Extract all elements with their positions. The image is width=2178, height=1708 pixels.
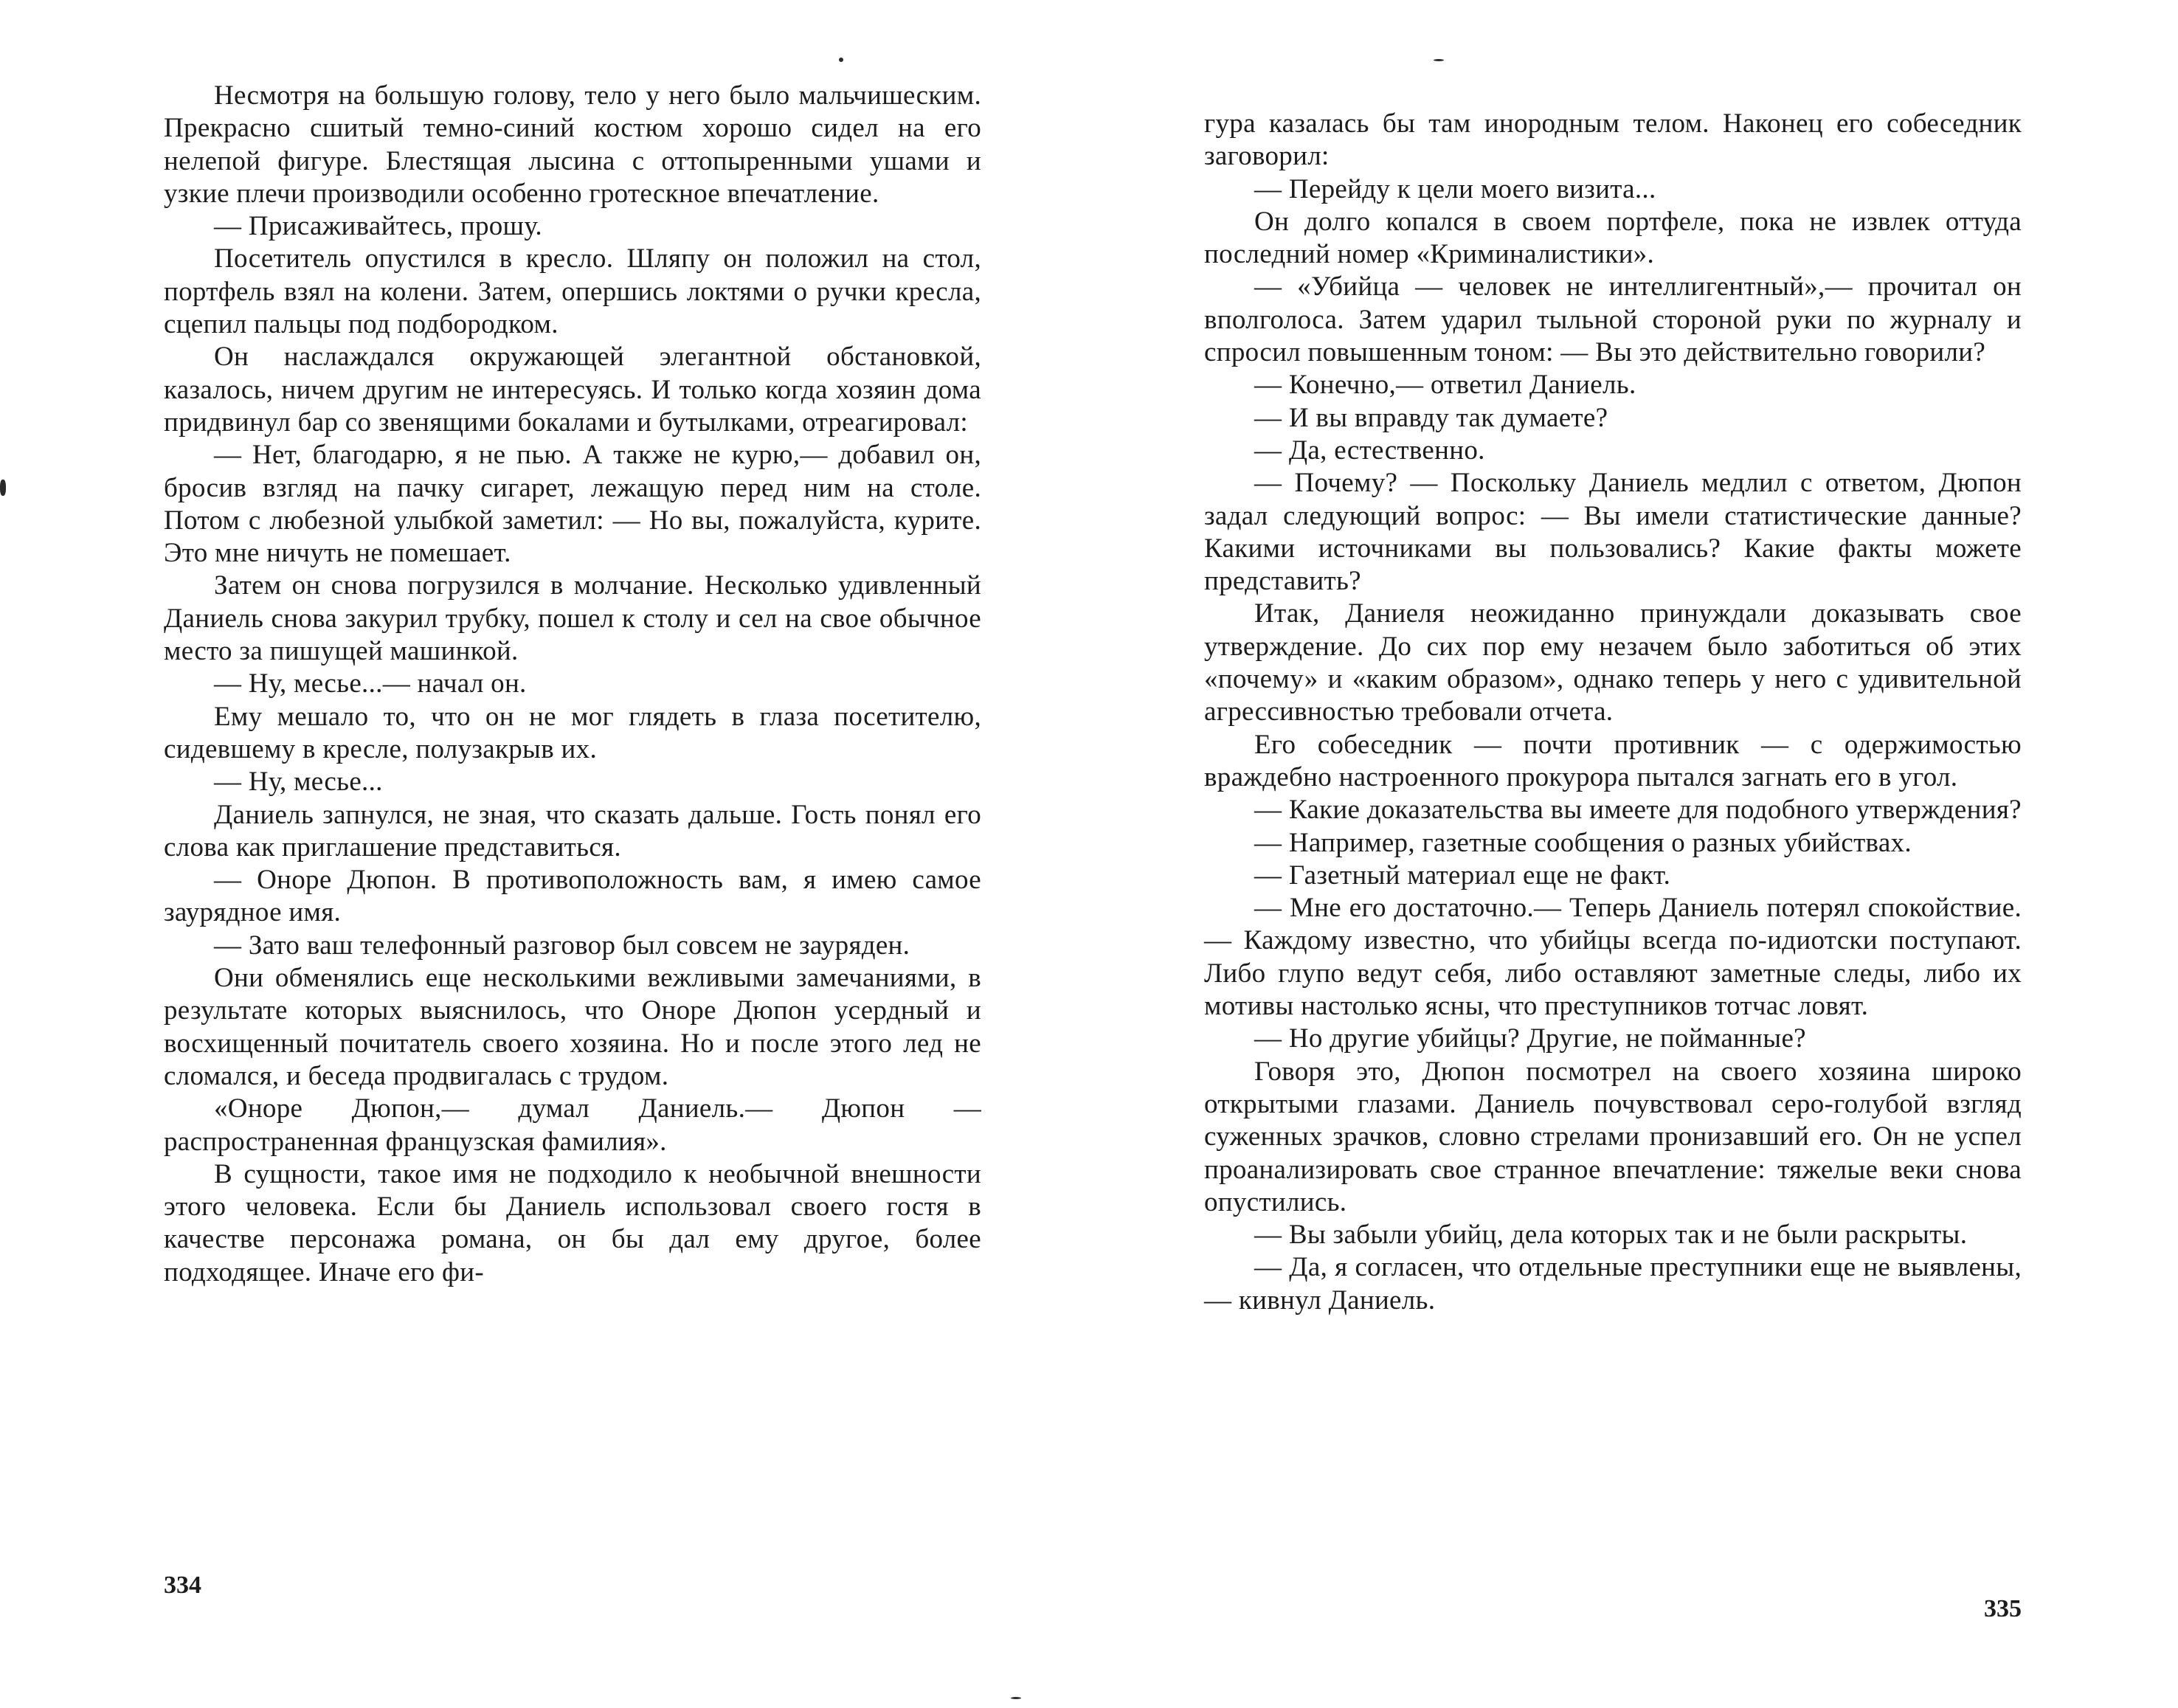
paragraph: — Да, я согласен, что отдельные преступники еще не выявлены,— кивнул Даниель. — [1204, 1252, 2022, 1315]
paragraph: — Присаживайтесь, прошу. — [214, 211, 542, 242]
paragraph: Говоря это, Дюпон посмотрел на своего хозяина широко открытыми глазами. Даниель почувствовал серо-голубой взгляд суженных зрачков, словно стрелами пронизавший его. Он не успел проанализировать свое странное впечатление: тяжелые веки снова опустились. — [1204, 1056, 2022, 1217]
paragraph: — Нет, благодарю, я не пью. А также не курю,— добавил он, бросив взгляд на пачку сигарет, лежащую перед ним на столе. Потом с любезной улыбкой заметил: — Но вы, пожалуйста, курите. Это мне ничуть не помешает. — [164, 440, 981, 569]
paragraph: — Например, газетные сообщения о разных убийствах. — [1254, 827, 1912, 858]
scan-speck — [839, 58, 843, 62]
paragraph: — Оноре Дюпон. В противоположность вам, я имею самое заурядное имя. — [164, 865, 981, 928]
page-number: 335 — [1984, 1595, 2022, 1622]
paragraph: — Да, естественно. — [1254, 435, 1485, 466]
paragraph: «Оноре Дюпон,— думал Даниель.— Дюпон — распространенная французская фамилия». — [164, 1093, 981, 1157]
paragraph: — Зато ваш телефонный разговор был совсем не зауряден. — [214, 930, 910, 961]
paragraph: Он долго копался в своем портфеле, пока не извлек оттуда последний номер «Криминалистики». — [1204, 206, 2022, 270]
paragraph: — Перейду к цели моего визита... — [1254, 173, 1656, 204]
paragraph: Итак, Даниеля неожиданно принуждали доказывать свое утверждение. До сих пор ему незачем было заботиться об этих «почему» и «каким образом», однако теперь у него с удивительной агрессивностью требовали отчета. — [1204, 598, 2022, 727]
paragraph: — Конечно,— ответил Даниель. — [1254, 370, 1636, 401]
paragraph: — Ну, месье... — [214, 767, 383, 798]
scan-speck — [1434, 59, 1444, 61]
paragraph: Его собеседник — почти противник — с одержимостью враждебно настроенного прокурора пытался загнать его в угол. — [1204, 729, 2022, 792]
scan-speck — [0, 480, 6, 496]
paragraph: — Ну, месье...— начал он. — [214, 668, 527, 699]
paragraph: — Но другие убийцы? Другие, не пойманные? — [1254, 1023, 1806, 1054]
paragraph: Даниель запнулся, не зная, что сказать дальше. Гость понял его слова как приглашение представиться. — [164, 799, 981, 862]
paragraph: Несмотря на большую голову, тело у него было мальчишеским. Прекрасно сшитый темно-синий костюм хорошо сидел на его нелепой фигуре. Блестящая лысина с оттопыренными ушами и узкие плечи производили особенно гротескное впечатление. — [164, 80, 981, 209]
continued-paragraph: гура казалась бы там инородным телом. Наконец его собеседник заговорил: — [1204, 108, 2022, 172]
paragraph: Ему мешало то, что он не мог глядеть в глаза посетителю, сидевшему в кресле, полузакрыв их. — [164, 701, 981, 764]
paragraph: Он наслаждался окружающей элегантной обстановкой, казалось, ничем другим не интересуясь. И только когда хозяин дома придвинул бар со звенящими бокалами и бутылками, отреагировал: — [164, 342, 981, 438]
left-page-text — [164, 80, 981, 1289]
paragraph: — Вы забыли убийц, дела которых так и не были раскрыты. — [1254, 1220, 1968, 1251]
scan-speck — [1011, 1697, 1021, 1699]
paragraph: В сущности, такое имя не подходило к необычной внешности этого человека. Если бы Даниель использовал своего гостя в качестве персонажа романа, он бы дал ему другое, более подходящее. Иначе его фи- — [164, 1158, 981, 1287]
paragraph: Они обменялись еще несколькими вежливыми замечаниями, в результате которых выяснилось, что Оноре Дюпон усердный и восхищенный почитатель своего хозяина. Но и после этого лед не сломался, и беседа продвигалась с трудом. — [164, 963, 981, 1091]
paragraph: — Мне его достаточно.— Теперь Даниель потерял спокойствие.— Каждому известно, что убийцы всегда по-идиотски поступают. Либо глупо ведут себя, либо оставляют заметные следы, либо их мотивы настолько ясны, что преступников тотчас ловят. — [1204, 893, 2022, 1022]
paragraph: — И вы вправду так думаете? — [1254, 402, 1608, 433]
paragraph: Посетитель опустился в кресло. Шляпу он положил на стол, портфель взял на колени. Затем, опершись локтями о ручки кресла, сцепил пальцы под подбородком. — [164, 243, 981, 340]
paragraph: — «Убийца — человек не интеллигентный»,— прочитал он вполголоса. Затем ударил тыльной стороной руки по журналу и спросил повышенным тоном: — Вы это действительно говорили? — [1204, 272, 2022, 368]
paragraph: Затем он снова погрузился в молчание. Несколько удивленный Даниель снова закурил трубку, пошел к столу и сел на свое обычное место за пишущей машинкой. — [164, 570, 981, 667]
paragraph: — Газетный материал еще не факт. — [1254, 860, 1671, 891]
page-number: 334 — [164, 1572, 201, 1599]
paragraph: — Какие доказательства вы имеете для подобного утверждения? — [1254, 795, 2022, 826]
paragraph: — Почему? — Поскольку Даниель медлил с ответом, Дюпон задал следующий вопрос: — Вы имели статистические данные? Какими источниками вы пользовались? Какие факты можете представить? — [1204, 468, 2022, 597]
right-page-text — [1204, 108, 2022, 1317]
